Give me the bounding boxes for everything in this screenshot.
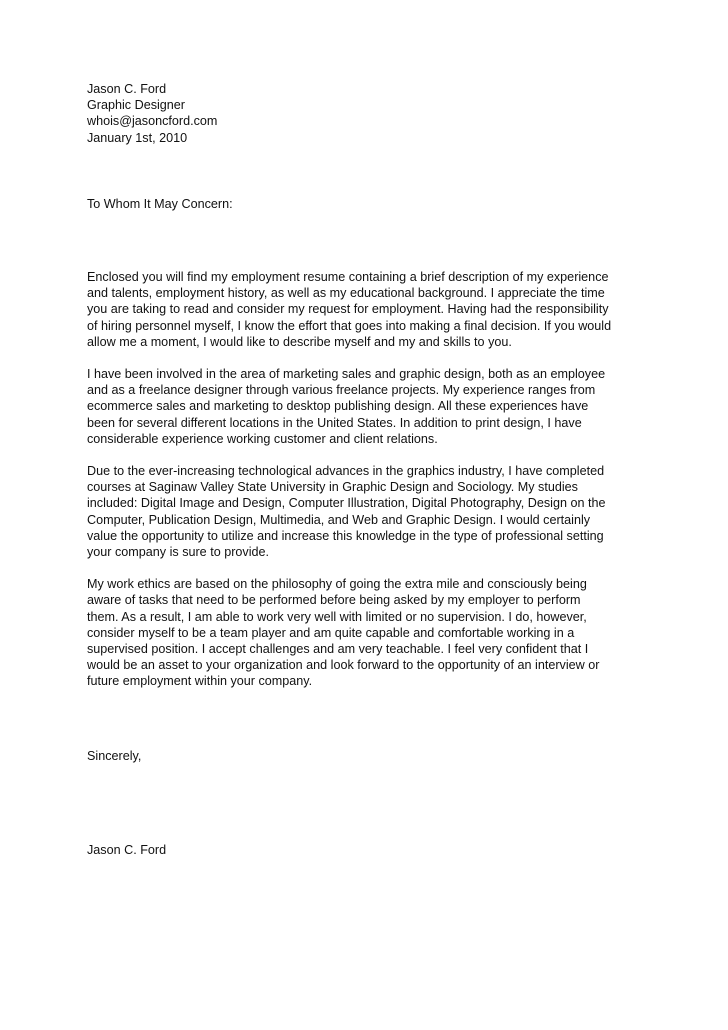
paragraph-education (87, 463, 657, 560)
paragraph-line: supervised position. I accept challenges and am very teachable. I feel very confident that I (87, 642, 589, 657)
paragraph-line: Enclosed you will find my employment resume containing a brief description of my experience (87, 270, 609, 285)
sender-name: Jason C. Ford (87, 82, 167, 96)
letter-body (87, 269, 657, 690)
paragraph-line: included: Digital Image and Design, Computer Illustration, Digital Photography, Design on the (87, 496, 606, 511)
paragraph-line: ecommerce sales and marketing to desktop publishing design. All these experiences have (87, 399, 589, 414)
paragraph-line: of hiring personnel myself, I know the effort that goes into making a final decision. If you would (87, 318, 612, 333)
letter-date: January 1st, 2010 (87, 130, 188, 145)
paragraph-line: you are taking to read and consider my request for employment. Having had the responsibility (87, 302, 609, 317)
sender-title: Graphic Designer (87, 98, 185, 113)
paragraph-line: and talents, employment history, as well as my educational background. I appreciate the time (87, 286, 605, 301)
sender-email: whois@jasoncford.com (87, 114, 218, 129)
paragraph-line: been for several different locations in the United States. In addition to print design, I have (87, 415, 582, 430)
paragraph-line: them. As a result, I am able to work very well with limited or no supervision. I do, however, (87, 609, 587, 624)
paragraph-line: consider myself to be a team player and am quite capable and comfortable working in a (87, 625, 575, 640)
paragraph-line: allow me a moment, I would like to describe myself and my and skills to you. (87, 334, 512, 349)
paragraph-introduction (87, 269, 657, 350)
paragraph-line: My work ethics are based on the philosophy of going the extra mile and consciously being (87, 577, 587, 592)
paragraph-line: considerable experience working customer and client relations. (87, 431, 438, 446)
sender-block (87, 81, 657, 146)
paragraph-line: Computer, Publication Design, Multimedia, and Web and Graphic Design. I would certainly (87, 512, 591, 527)
closing: Sincerely, (87, 748, 142, 763)
paragraph-line: I have been involved in the area of marketing sales and graphic design, both as an employee (87, 367, 606, 382)
paragraph-line: and as a freelance designer through various freelance projects. My experience ranges from (87, 383, 596, 398)
paragraph-line: would be an asset to your organization and look forward to the opportunity of an interview or (87, 658, 600, 673)
paragraph-line: future employment within your company. (87, 674, 313, 689)
paragraph-work-ethics (87, 576, 657, 689)
cover-letter (87, 81, 657, 858)
paragraph-line: value the opportunity to utilize and increase this knowledge in the type of professional setting (87, 528, 604, 543)
paragraph-line: Due to the ever-increasing technological advances in the graphics industry, I have completed (87, 464, 605, 479)
paragraph-line: aware of tasks that need to be performed before being asked by my employer to perform (87, 593, 581, 608)
salutation: To Whom It May Concern: (87, 196, 233, 211)
signature-name: Jason C. Ford (87, 842, 167, 857)
paragraph-line: courses at Saginaw Valley State University in Graphic Design and Sociology. My studies (87, 480, 578, 495)
paragraph-experience (87, 366, 657, 447)
paragraph-line: your company is sure to provide. (87, 545, 269, 560)
